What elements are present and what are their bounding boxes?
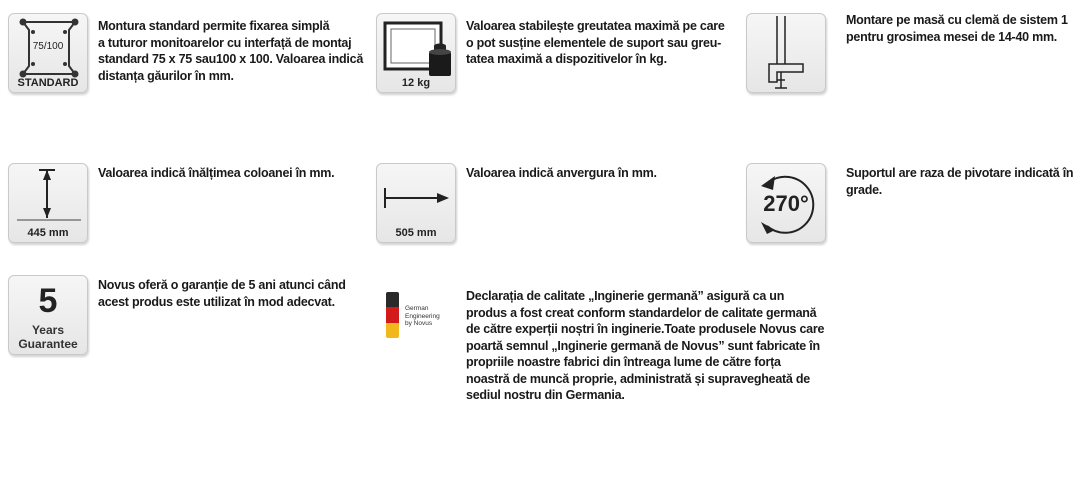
guarantee-years-number: 5 (38, 282, 58, 320)
column-height-icon (8, 163, 88, 243)
guarantee-badge-icon (8, 275, 88, 355)
span-caption: 505 mm (395, 227, 437, 239)
swivel-rotation-icon (746, 163, 826, 243)
german-engineering-logo (386, 292, 456, 342)
desk-clamp-icon (746, 13, 826, 93)
arm-span-icon (376, 163, 456, 243)
german-flag-icon (386, 292, 399, 338)
vesa-caption: STANDARD (17, 77, 79, 89)
clamp-description: Montare pe masă cu clemă de sistem 1 pentru grosimea mesei de 14-40 mm. (846, 13, 1068, 44)
weight-caption: 12 kg (401, 77, 431, 89)
weight-load-icon (376, 13, 456, 93)
german-engineering-logo-text: German Engineering by Novus (405, 305, 440, 327)
swivel-description: Suportul are raza de pivotare indicată în grade. (846, 166, 1074, 197)
swivel-degrees: 270° (763, 191, 809, 216)
vesa-size-label: 75/100 (32, 41, 64, 52)
guarantee-years-label: Years (31, 323, 65, 337)
guarantee-description: Novus oferă o garanție de 5 ani atunci când acest produs este utilizat în mod adecvat. (98, 278, 346, 309)
german-engineering-description: Declarația de calitate „Inginerie germană” asigură ca un produs a fost creat conform standardelor de calitate germană de către experții noștri în inginerie.Toate produsele Novus care poartă semnul „Inginerie germană de Novus” sunt fabricate în propriile noastre fabrici din întreaga lume de către forța noastră de muncă proprie, administrată și supravegheată de sediul nostru din Germania. (466, 289, 825, 402)
height-description: Valoarea indică înălțimea coloanei în mm. (98, 166, 335, 180)
span-description: Valoarea indică anvergura în mm. (466, 166, 657, 180)
vesa-mount-icon (8, 13, 88, 93)
guarantee-label: Guarantee (18, 337, 78, 351)
height-caption: 445 mm (27, 227, 69, 239)
vesa-description: Montura standard permite fixarea simplă a tuturor monitoarelor cu interfață de montaj standard 75 x 75 sau100 x 100. Valoarea indică distanța găurilor în mm. (98, 19, 364, 83)
weight-description: Valoarea stabilește greutatea maximă pe care o pot susține elementele de suport sau greu- tatea maximă a dispozitivelor în kg. (466, 19, 725, 66)
